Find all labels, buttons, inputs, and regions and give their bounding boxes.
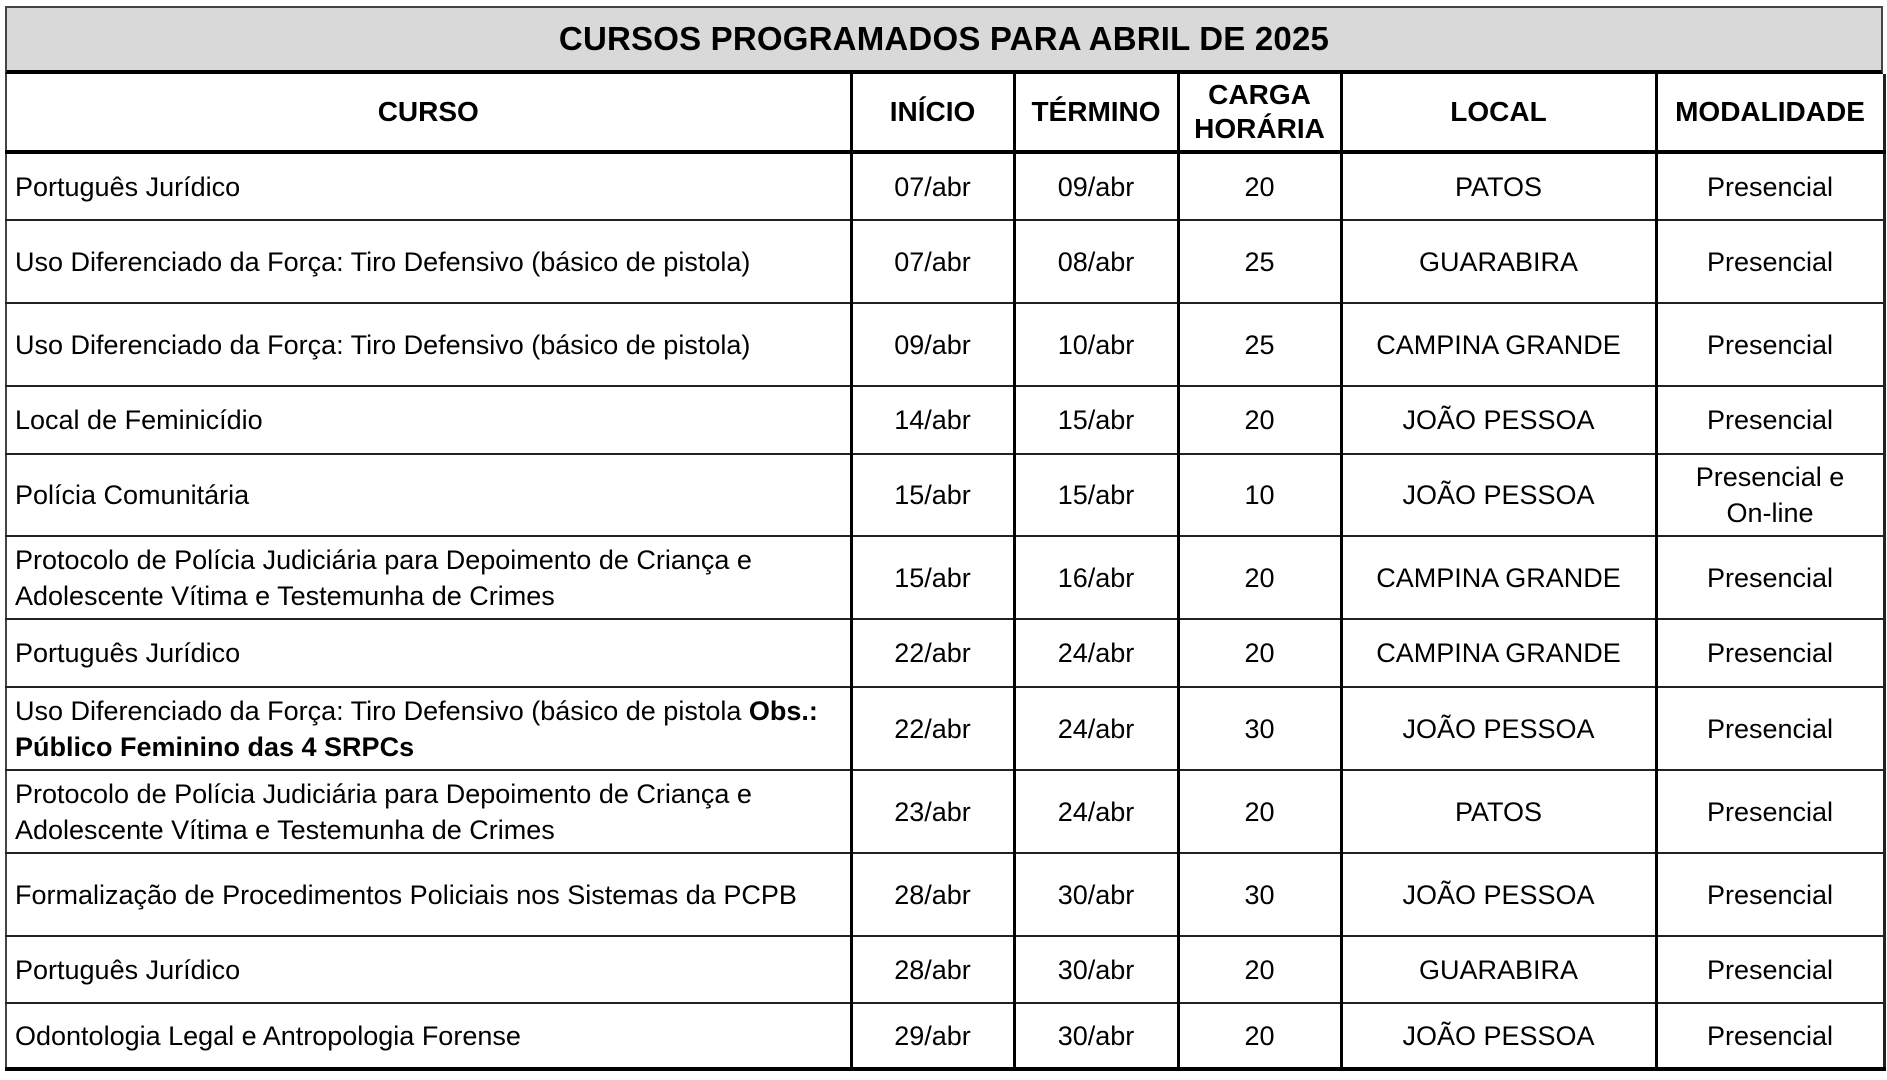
modalidade-line1: Presencial (1706, 713, 1834, 744)
cell-curso (6, 220, 851, 303)
modalidade-line2: On-line (1726, 498, 1814, 528)
cell-carga-horaria: 20 (1178, 1003, 1341, 1069)
modalidade-line1: Presencial e (1695, 462, 1845, 492)
column-header-termino: TÉRMINO (1014, 74, 1178, 152)
table-row (6, 536, 1884, 619)
cell-inicio: 15/abr (851, 536, 1014, 619)
cell-modalidade (1656, 936, 1884, 1003)
modalidade-line1: Presencial (1706, 638, 1834, 668)
cell-modalidade (1656, 1003, 1884, 1069)
column-header-inicio: INÍCIO (851, 74, 1014, 152)
cell-termino: 24/abr (1014, 687, 1178, 770)
course-name: Odontologia Legal e Antropologia Forense (15, 1020, 521, 1051)
modalidade-line1: Presencial (1706, 171, 1834, 202)
course-name: Português Jurídico (15, 954, 241, 985)
cell-inicio: 14/abr (851, 386, 1014, 454)
modalidade-line1: Presencial (1706, 796, 1834, 827)
cell-curso (6, 853, 851, 936)
cell-local: PATOS (1341, 770, 1656, 853)
cell-curso (6, 770, 851, 853)
modalidade-line1: Presencial (1706, 562, 1834, 593)
cell-carga-horaria: 20 (1178, 936, 1341, 1003)
table-row (6, 303, 1884, 386)
cell-curso (6, 687, 851, 770)
cell-modalidade (1656, 220, 1884, 303)
cell-modalidade (1656, 152, 1884, 220)
cell-inicio: 28/abr (851, 936, 1014, 1003)
cell-termino: 24/abr (1014, 619, 1178, 687)
modalidade-line1: Presencial (1706, 246, 1834, 277)
cell-carga-horaria: 25 (1178, 303, 1341, 386)
course-name: Uso Diferenciado da Força: Tiro Defensivo (básico de pistola) (15, 329, 751, 360)
carga-header-line2: HORÁRIA (1194, 113, 1325, 144)
cell-termino: 10/abr (1014, 303, 1178, 386)
cell-inicio: 09/abr (851, 303, 1014, 386)
cell-modalidade (1656, 619, 1884, 687)
cell-termino: 08/abr (1014, 220, 1178, 303)
cell-local: CAMPINA GRANDE (1341, 536, 1656, 619)
cell-local: CAMPINA GRANDE (1341, 303, 1656, 386)
cell-termino: 30/abr (1014, 936, 1178, 1003)
cell-inicio: 15/abr (851, 454, 1014, 536)
table-row (6, 936, 1884, 1003)
cell-carga-horaria: 20 (1178, 152, 1341, 220)
table-row (6, 687, 1884, 770)
cell-carga-horaria: 20 (1178, 770, 1341, 853)
cell-curso (6, 303, 851, 386)
carga-header-line1: CARGA (1208, 79, 1311, 110)
modalidade-line1: Presencial (1706, 879, 1834, 910)
cell-curso (6, 1003, 851, 1069)
cell-local: GUARABIRA (1341, 220, 1656, 303)
cell-termino: 24/abr (1014, 770, 1178, 853)
cell-local: PATOS (1341, 152, 1656, 220)
cell-inicio: 29/abr (851, 1003, 1014, 1069)
cell-local: JOÃO PESSOA (1341, 454, 1656, 536)
column-header-modalidade: MODALIDADE (1656, 74, 1884, 152)
cell-termino: 15/abr (1014, 386, 1178, 454)
cell-curso (6, 619, 851, 687)
cell-modalidade (1656, 303, 1884, 386)
cell-modalidade (1656, 853, 1884, 936)
column-header-local: LOCAL (1341, 74, 1656, 152)
cell-inicio: 07/abr (851, 220, 1014, 303)
table-row (6, 770, 1884, 853)
cell-local: GUARABIRA (1341, 936, 1656, 1003)
cell-curso (6, 936, 851, 1003)
modalidade-line1: Presencial (1706, 954, 1834, 985)
table-header-row (6, 74, 1884, 152)
table-row (6, 454, 1884, 536)
cell-curso (6, 536, 851, 619)
cell-modalidade (1656, 687, 1884, 770)
cell-curso (6, 454, 851, 536)
course-note: Obs.: Público Feminino das 4 SRPCs (15, 695, 818, 762)
cell-modalidade (1656, 386, 1884, 454)
course-table (5, 74, 1886, 1071)
column-header-carga-horaria (1178, 74, 1341, 152)
cell-inicio: 23/abr (851, 770, 1014, 853)
course-name: Português Jurídico (15, 171, 241, 202)
modalidade-line1: Presencial (1706, 1020, 1834, 1051)
course-name: Formalização de Procedimentos Policiais nos Sistemas da PCPB (15, 879, 797, 910)
course-name: Protocolo de Polícia Judiciária para Depoimento de Criança e Adolescente Vítima e Testemunha de Crimes (15, 544, 752, 611)
cell-modalidade (1656, 536, 1884, 619)
cell-inicio: 22/abr (851, 687, 1014, 770)
course-name: Protocolo de Polícia Judiciária para Depoimento de Criança e Adolescente Vítima e Testemunha de Crimes (15, 778, 752, 845)
cell-local: JOÃO PESSOA (1341, 687, 1656, 770)
cell-carga-horaria: 25 (1178, 220, 1341, 303)
cell-curso (6, 152, 851, 220)
cell-carga-horaria: 30 (1178, 853, 1341, 936)
table-row (6, 1003, 1884, 1069)
cell-curso (6, 386, 851, 454)
cell-termino: 30/abr (1014, 1003, 1178, 1069)
cell-modalidade (1656, 770, 1884, 853)
modalidade-line1: Presencial (1706, 405, 1834, 435)
cell-local: JOÃO PESSOA (1341, 853, 1656, 936)
table-row (6, 220, 1884, 303)
cell-carga-horaria: 30 (1178, 687, 1341, 770)
column-header-curso: CURSO (6, 74, 851, 152)
cell-carga-horaria: 10 (1178, 454, 1341, 536)
modalidade-line1: Presencial (1706, 329, 1834, 360)
course-schedule-sheet (5, 6, 1883, 1071)
table-row (6, 619, 1884, 687)
cell-modalidade (1656, 454, 1884, 536)
course-name: Local de Feminicídio (15, 405, 263, 435)
course-name: Polícia Comunitária (15, 480, 250, 510)
cell-termino: 16/abr (1014, 536, 1178, 619)
cell-termino: 15/abr (1014, 454, 1178, 536)
cell-carga-horaria: 20 (1178, 386, 1341, 454)
cell-inicio: 28/abr (851, 853, 1014, 936)
cell-termino: 09/abr (1014, 152, 1178, 220)
table-row (6, 853, 1884, 936)
cell-local: JOÃO PESSOA (1341, 386, 1656, 454)
cell-inicio: 22/abr (851, 619, 1014, 687)
course-name: Uso Diferenciado da Força: Tiro Defensivo (básico de pistola (15, 695, 749, 726)
cell-carga-horaria: 20 (1178, 536, 1341, 619)
cell-local: JOÃO PESSOA (1341, 1003, 1656, 1069)
cell-termino: 30/abr (1014, 853, 1178, 936)
course-name: Uso Diferenciado da Força: Tiro Defensivo (básico de pistola) (15, 246, 751, 277)
table-row (6, 152, 1884, 220)
cell-local: CAMPINA GRANDE (1341, 619, 1656, 687)
table-row (6, 386, 1884, 454)
cell-carga-horaria: 20 (1178, 619, 1341, 687)
schedule-title: CURSOS PROGRAMADOS PARA ABRIL DE 2025 (5, 6, 1883, 74)
cell-inicio: 07/abr (851, 152, 1014, 220)
course-name: Português Jurídico (15, 638, 241, 668)
